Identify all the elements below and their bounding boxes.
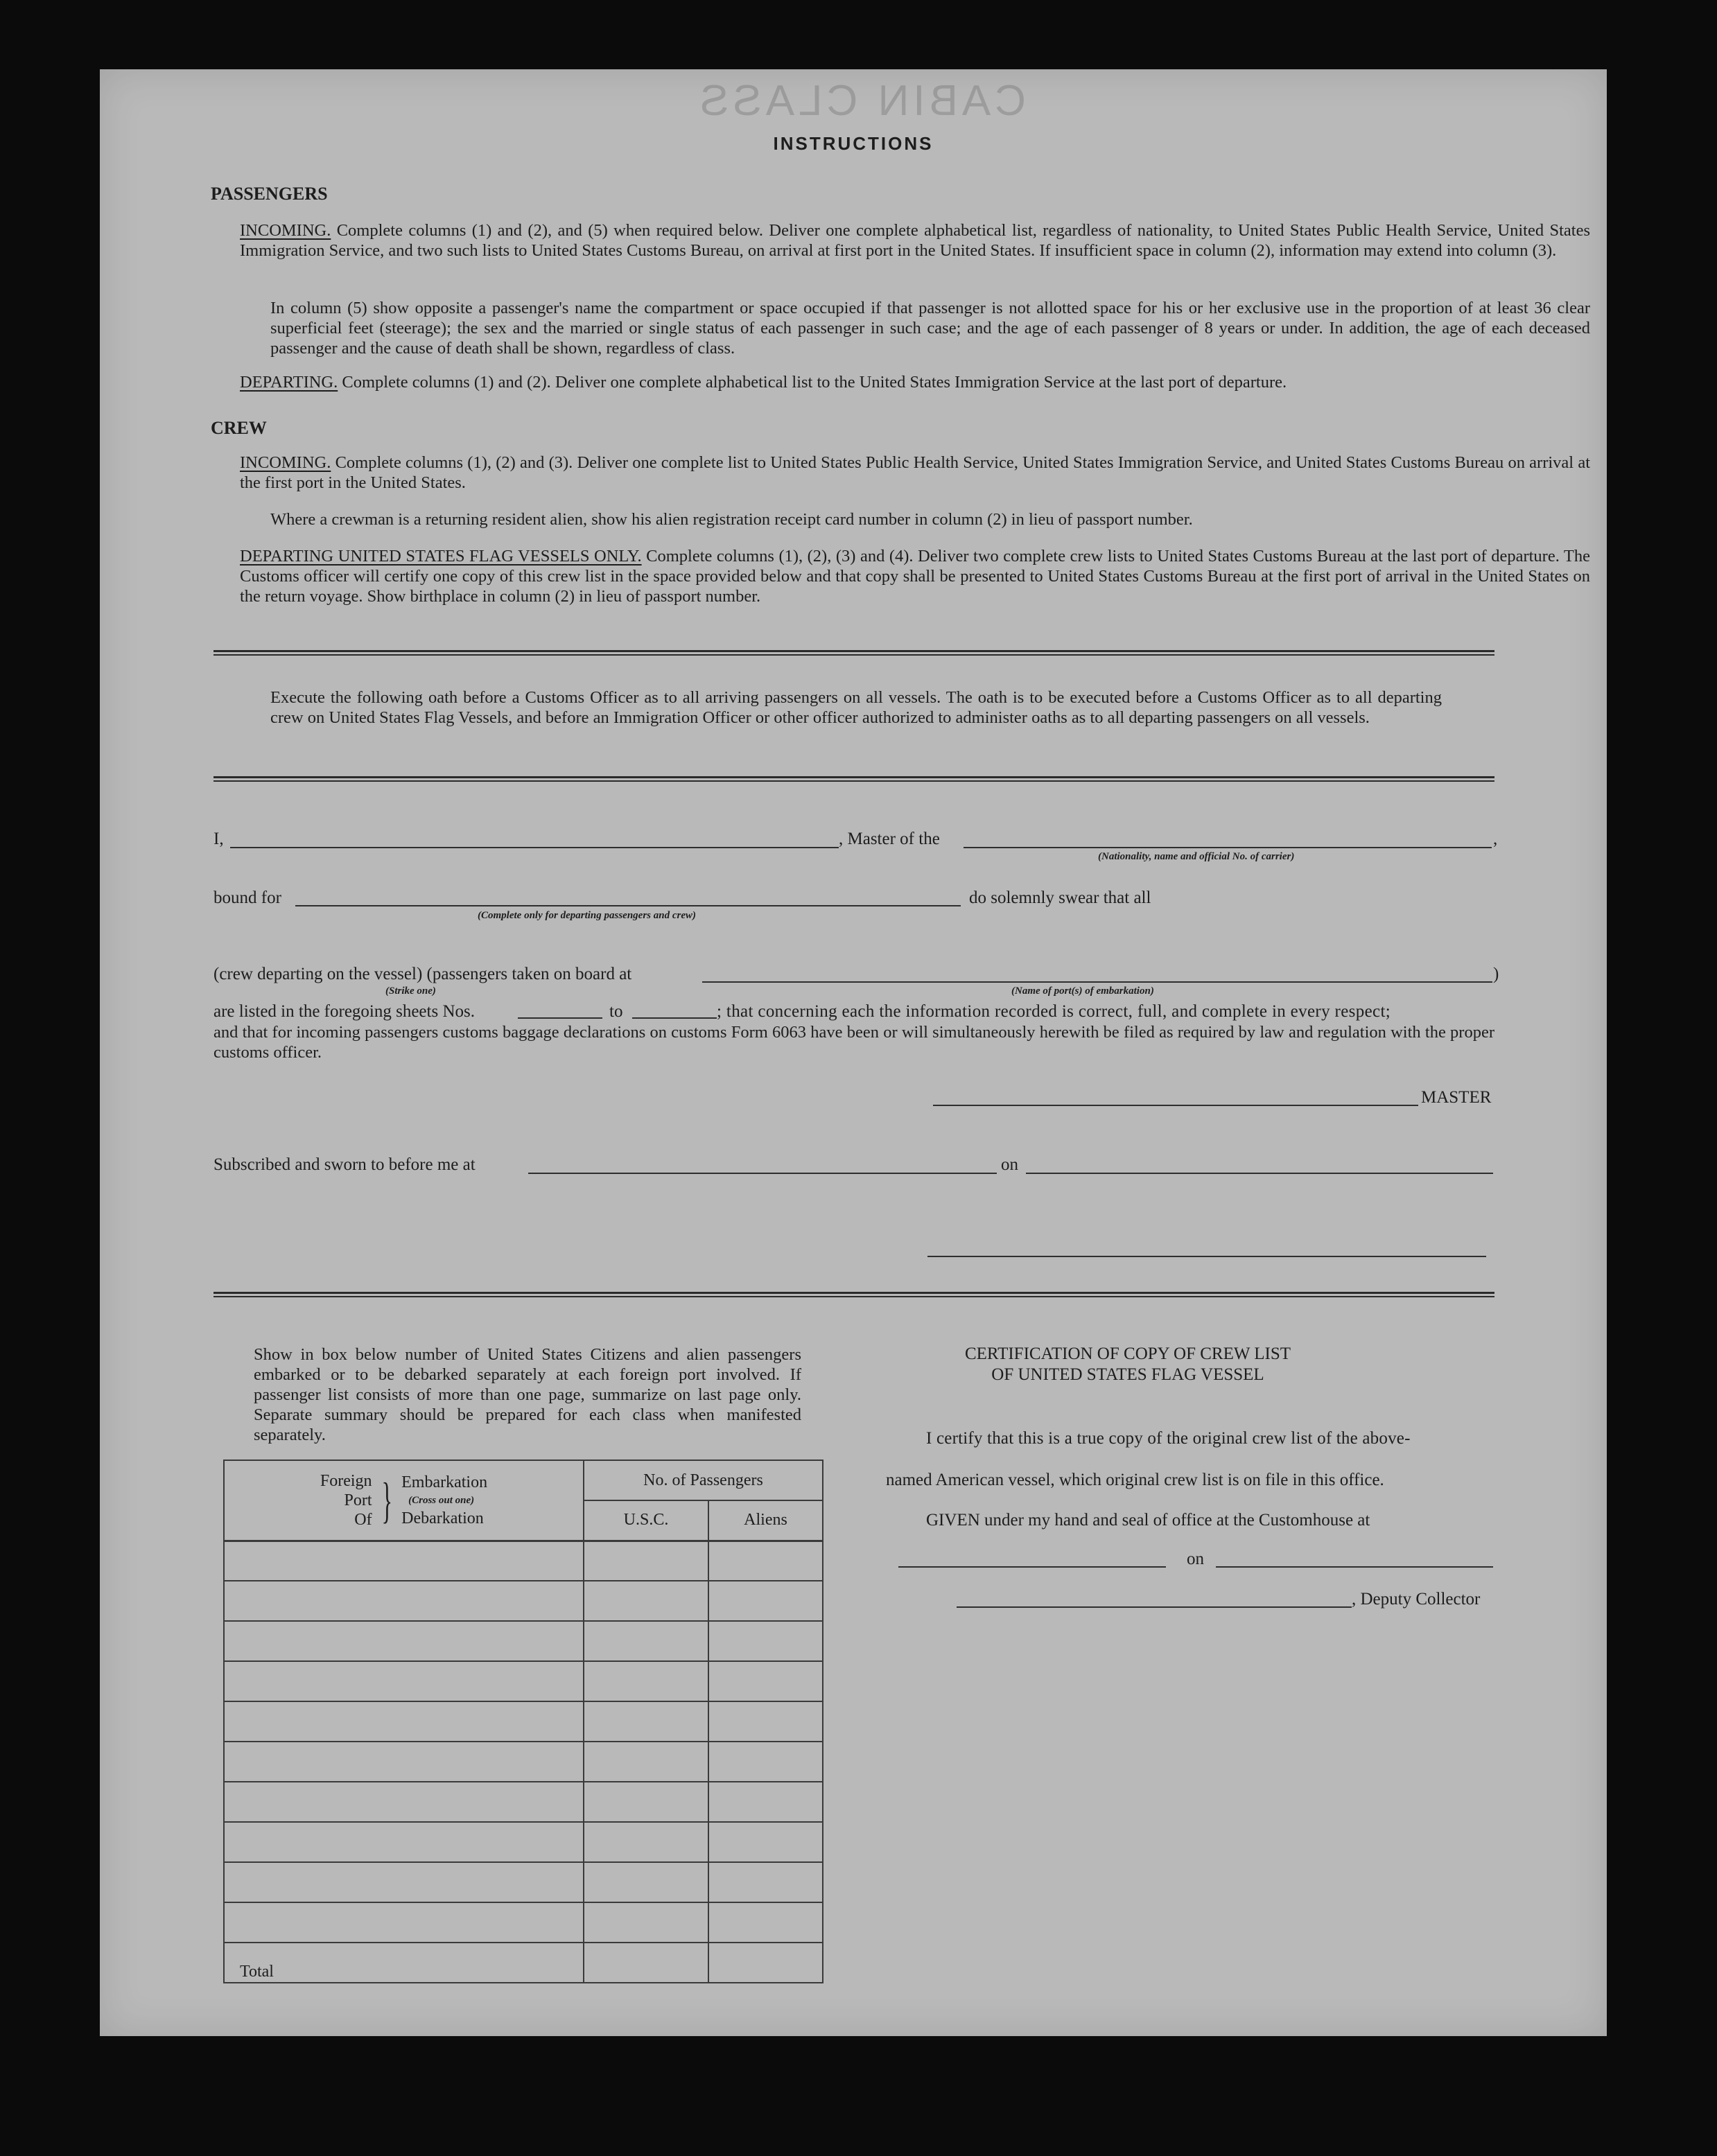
table-row [224, 1862, 823, 1902]
aliens-cell[interactable] [708, 1701, 823, 1742]
debarkation-label: Debarkation [401, 1509, 484, 1527]
passengers-departing-text: Complete columns (1) and (2). Deliver one complete alphabetical list to the United States Immigration Service at the last port of departure. [342, 373, 1287, 392]
passengers-incoming-text: Complete columns (1) and (2), and (5) when required below. Deliver one complete alphabetical list, regardless of nationality, to United States Public Health Service, United States Immigration Service, and two such lists to United States Customs Bureau, on arrival at first port in the United States. If insufficient space in column (2), information may extend into column (3). [240, 221, 1590, 260]
subscribed-label: Subscribed and sworn to before me at [213, 1155, 476, 1174]
aliens-cell[interactable] [708, 1742, 823, 1782]
table-row [224, 1742, 823, 1782]
oath-i-label: I, [213, 830, 224, 848]
port-header-cell [224, 1460, 584, 1541]
table-row [224, 1902, 823, 1943]
certification-date-field[interactable] [1216, 1566, 1493, 1568]
passengers-departing-paragraph [240, 372, 1590, 392]
certification-title-line1: CERTIFICATION OF COPY OF CREW LIST [964, 1344, 1291, 1363]
usc-cell[interactable] [584, 1621, 708, 1661]
usc-cell[interactable] [584, 1862, 708, 1902]
oath-instruction: Execute the following oath before a Customs Officer as to all arriving passengers on all vessels. The oath is to be executed before a Customs Officer as to all departing crew on United States Flag Vessels, and before an Immigration Officer or other officer authorized to administer oaths as to all departing passengers on all vessels. [270, 688, 1442, 727]
usc-cell[interactable] [584, 1541, 708, 1581]
port-cell[interactable] [224, 1661, 584, 1701]
usc-cell[interactable] [584, 1902, 708, 1943]
port-cell[interactable] [224, 1822, 584, 1862]
sworn-on-label: on [1001, 1155, 1018, 1174]
total-row [224, 1943, 823, 1983]
summary-instruction: Show in box below number of United States Citizens and alien passengers embarked or to be debarked separately at each foreign port involved. If passenger list consists of more than one page, summarize on last page only. Separate summary should be prepared for each class when manifested separately. [254, 1345, 801, 1444]
table-row [224, 1661, 823, 1701]
port-label: Port [344, 1491, 372, 1509]
deputy-collector-signature-field[interactable] [957, 1606, 1352, 1608]
divider-3 [213, 1292, 1494, 1297]
crew-resident-alien-paragraph: Where a crewman is a returning resident alien, show his alien registration receipt card number in column (2) in lieu of passport number. [270, 510, 1193, 529]
certification-on-label: on [1187, 1550, 1204, 1568]
aliens-header: Aliens [708, 1500, 823, 1541]
table-row [224, 1782, 823, 1822]
oath-continuation: ; that concerning each the information recorded is correct, full, and complete in every respect; [717, 1002, 1391, 1021]
to-label: to [609, 1002, 623, 1021]
port-cell[interactable] [224, 1862, 584, 1902]
passengers-heading: PASSENGERS [211, 184, 328, 204]
usc-cell[interactable] [584, 1701, 708, 1742]
passenger-summary-table [223, 1460, 823, 1983]
port-cell[interactable] [224, 1581, 584, 1621]
port-cell[interactable] [224, 1742, 584, 1782]
aliens-cell[interactable] [708, 1541, 823, 1581]
master-signature-field[interactable] [933, 1105, 1418, 1106]
aliens-cell[interactable] [708, 1581, 823, 1621]
of-label: Of [354, 1510, 372, 1529]
aliens-cell[interactable] [708, 1782, 823, 1822]
usc-cell[interactable] [584, 1742, 708, 1782]
bound-for-label: bound for [213, 888, 281, 907]
close-paren: ) [1493, 965, 1499, 983]
port-cell[interactable] [224, 1541, 584, 1581]
deputy-collector-label: , Deputy Collector [1352, 1590, 1481, 1609]
sheet-to-field[interactable] [632, 1017, 717, 1019]
port-cell[interactable] [224, 1621, 584, 1661]
crew-incoming-text: Complete columns (1), (2) and (3). Deliver one complete list to United States Public Health Service, United States Immigration Service, and United States Customs Bureau on arrival at the first port in the United States. [240, 453, 1591, 492]
table-row [224, 1541, 823, 1581]
sheets-label: are listed in the foregoing sheets Nos. [213, 1002, 475, 1021]
bound-for-field[interactable] [295, 905, 961, 906]
crew-departing-paragraph [240, 546, 1590, 606]
aliens-cell[interactable] [708, 1862, 823, 1902]
customhouse-field[interactable] [898, 1566, 1166, 1568]
certification-title-line2: OF UNITED STATES FLAG VESSEL [991, 1365, 1264, 1384]
passengers-incoming-label: INCOMING. [240, 221, 331, 240]
crew-heading: CREW [211, 418, 267, 438]
strike-one-hint: (Strike one) [385, 985, 436, 997]
total-usc-cell[interactable] [584, 1943, 708, 1983]
cross-out-hint: (Cross out one) [408, 1494, 475, 1506]
oath-master-of-label: , Master of the [839, 830, 940, 848]
bound-for-hint: (Complete only for departing passengers and crew) [478, 910, 696, 921]
passengers-column5-paragraph: In column (5) show opposite a passenger's name the compartment or space occupied if that passenger is not allotted space for his or her exclusive use in the proportion of at least 36 clear superficial feet (steerage); the sex and the married or single status of each passenger in such case; and the age of each passenger of 8 years or under. In addition, the age of each deceased passenger and the cause of death shall be shown, regardless of class. [270, 299, 1590, 358]
sworn-location-field[interactable] [528, 1173, 997, 1174]
usc-cell[interactable] [584, 1822, 708, 1862]
passengers-departing-label: DEPARTING. [240, 373, 338, 392]
bleed-through-stamp: CABIN CLASS [696, 77, 1027, 125]
officer-signature-field[interactable] [927, 1256, 1486, 1257]
aliens-cell[interactable] [708, 1822, 823, 1862]
oath-trailing-comma: , [1493, 830, 1498, 848]
crew-departing-label: DEPARTING UNITED STATES FLAG VESSELS ONLY. [240, 547, 642, 566]
form-sheet [100, 69, 1607, 2036]
certification-given-text: GIVEN under my hand and seal of office at the Customhouse at [926, 1511, 1370, 1530]
aliens-cell[interactable] [708, 1621, 823, 1661]
certification-text-line1: I certify that this is a true copy of the original crew list of the above- [926, 1429, 1411, 1448]
table-row [224, 1822, 823, 1862]
foreign-label: Foreign [320, 1471, 372, 1490]
carrier-field[interactable] [964, 847, 1492, 848]
master-label: MASTER [1421, 1088, 1492, 1107]
passengers-incoming-paragraph [240, 220, 1590, 261]
sheet-from-field[interactable] [518, 1017, 602, 1019]
aliens-cell[interactable] [708, 1661, 823, 1701]
carrier-hint: (Nationality, name and official No. of carrier) [1098, 851, 1295, 862]
usc-header: U.S.C. [584, 1500, 708, 1541]
master-name-field[interactable] [230, 847, 839, 848]
sworn-date-field[interactable] [1026, 1173, 1493, 1174]
brace-glyph: } [381, 1472, 392, 1528]
port-cell[interactable] [224, 1782, 584, 1822]
page-title: INSTRUCTIONS [773, 133, 934, 154]
table-row [224, 1621, 823, 1661]
crew-incoming-label: INCOMING. [240, 453, 331, 472]
port-of-embarkation-field[interactable] [702, 981, 1492, 983]
total-label: Total [224, 1943, 584, 1983]
port-cell[interactable] [224, 1902, 584, 1943]
swear-label: do solemnly swear that all [969, 888, 1151, 907]
total-aliens-cell[interactable] [708, 1943, 823, 1983]
table-row [224, 1701, 823, 1742]
divider-2 [213, 776, 1494, 782]
embarkation-label: Embarkation [401, 1473, 488, 1491]
crew-passengers-label: (crew departing on the vessel) (passengers taken on board at [213, 965, 632, 983]
usc-cell[interactable] [584, 1782, 708, 1822]
port-cell[interactable] [224, 1701, 584, 1742]
oath-rest: and that for incoming passengers customs baggage declarations on customs Form 6063 have been or will simultaneously herewith be filed as required by law and regulation with the proper customs officer. [213, 1023, 1494, 1062]
aliens-cell[interactable] [708, 1902, 823, 1943]
usc-cell[interactable] [584, 1661, 708, 1701]
divider-1 [213, 650, 1494, 656]
crew-departing-text: Complete columns (1), (2), (3) and (4). Deliver two complete crew lists to United States Customs Bureau at the last port of departure. The Customs officer will certify one copy of this crew list in the space provided below and that copy shall be presented to United States Customs Bureau at the first port of arrival in the United States on the return voyage. Show birthplace in column (2) in lieu of passport number. [240, 547, 1590, 606]
crew-incoming-paragraph [240, 453, 1590, 493]
no-of-passengers-header: No. of Passengers [584, 1460, 823, 1500]
port-hint: (Name of port(s) of embarkation) [1011, 985, 1154, 997]
usc-cell[interactable] [584, 1581, 708, 1621]
certification-text-line2: named American vessel, which original crew list is on file in this office. [886, 1471, 1384, 1489]
table-row [224, 1581, 823, 1621]
